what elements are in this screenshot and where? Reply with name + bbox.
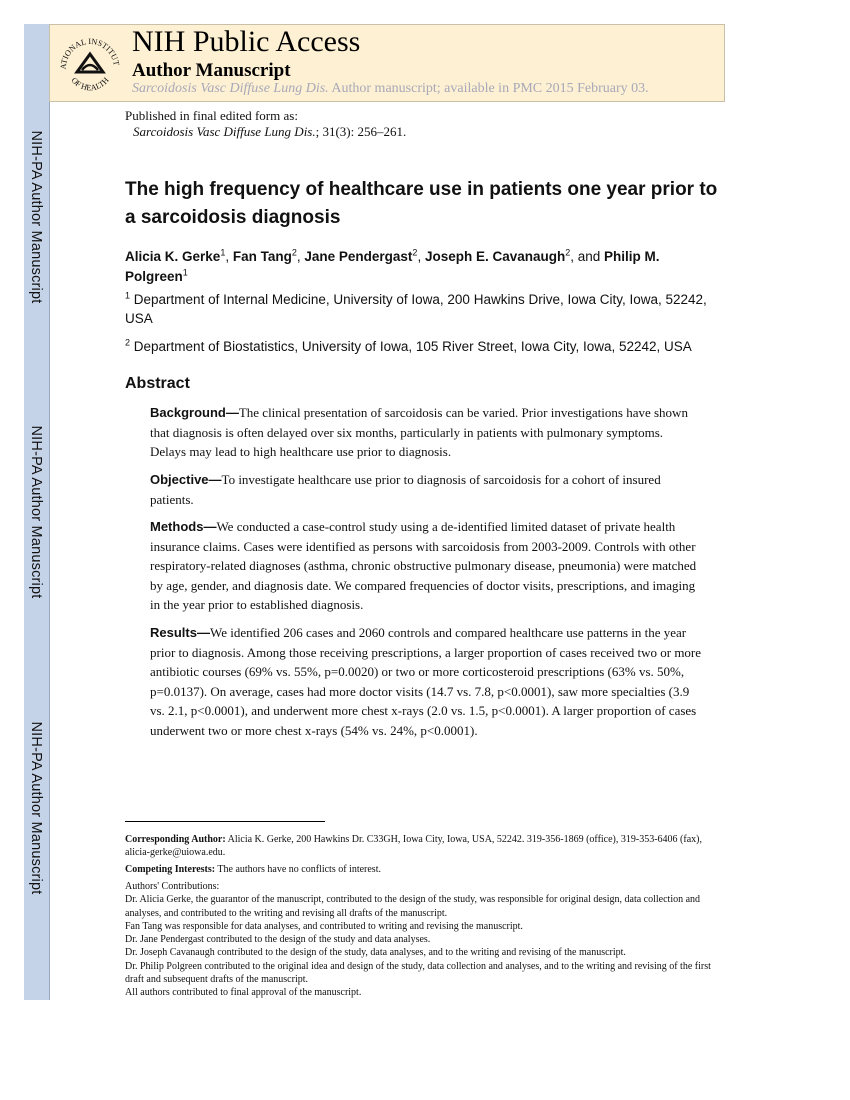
competing-interests-note: Competing Interests: The authors have no conflicts of interest. bbox=[125, 864, 381, 875]
published-info bbox=[125, 108, 406, 140]
section-text: The clinical presentation of sarcoidosis can be varied. Prior investigations have shown that diagnosis is often delayed over six months, particularly in patients with pulmonary symptoms. Delays may lead to high healthcare use prior to diagnosis. bbox=[150, 405, 688, 459]
corresponding-author-note: Corresponding Author: Alicia K. Gerke, 200 Hawkins Dr. C33GH, Iowa City, Iowa, USA, 52242. 319-356-1869 (office), 319-353-6406 (fax), alicia-gerke@uiowa.edu. bbox=[125, 834, 702, 859]
author-name: Fan Tang bbox=[232, 249, 292, 264]
published-journal: Sarcoidosis Vasc Diffuse Lung Dis. bbox=[133, 124, 316, 139]
affiliation-2: $^2$ Department of Biostatistics, University of Iowa, 105 River Street, Iowa City, Iowa, 52242, USA bbox=[125, 337, 692, 354]
logo-arc-text: ATIONAL INSTITUT bbox=[58, 36, 121, 70]
section-text: We identified 206 cases and 2060 controls and compared healthcare use patterns in the year prior to diagnosis. Among those receiving prescriptions, a larger proportion of cases received two or more antibiotic courses (69% vs. 55%, p=0.0020) or two or more corticosteroid prescriptions (63% vs. 50%, p=0.0137). On average, cases had more doctor visits (14.7 vs. 7.8, p<0.0001), saw more specialties (3.9 vs. 2.1, p<0.0001), and underwent more chest x-rays (2.0 vs. 1.5, p<0.0001). A larger proportion of cases underwent two or more chest x-rays (54% vs. 24%, p<0.0001). bbox=[150, 625, 702, 738]
section-label: Methods— bbox=[150, 519, 217, 534]
contribution-item: Fan Tang was responsible for data analyses, and contributed to writing and revising the manuscript. bbox=[125, 920, 523, 932]
section-text: We conducted a case-control study using a de-identified limited dataset of private health insurance claims. Cases were identified as persons with sarcoidosis from 2003-2009. Controls with other respiratory-related diagnoses (asthma, chronic obstructive pulmonary disease, pneumonia) were matched by age, gender, and diagnosis date. We compared frequencies of doctor visits, prescriptions, and imaging in the year prior to established diagnosis. bbox=[150, 519, 697, 612]
svg-text:OF HEALTH: OF HEALTH bbox=[69, 75, 111, 93]
header-availability: Author manuscript; available in PMC 2015 February 03. bbox=[331, 81, 649, 96]
abstract-objective bbox=[150, 470, 702, 509]
author-name: Jane Pendergast bbox=[304, 249, 413, 264]
contribution-item: Dr. Philip Polgreen contributed to the original idea and design of the study, data collection and analyses, and to the writing and revising of the first draft and subsequent drafts of the manuscript. bbox=[125, 960, 711, 986]
svg-text:NATIONAL INSTITUTES bbox=[55, 30, 121, 70]
abstract-heading: Abstract bbox=[125, 375, 190, 392]
published-label: Published in final edited form as: bbox=[125, 108, 298, 123]
author-name: Philip M. Polgreen bbox=[125, 249, 660, 284]
published-citation bbox=[125, 124, 406, 140]
contribution-item: Dr. Jane Pendergast contributed to the design of the study and data analyses. bbox=[125, 934, 431, 946]
author-name: Joseph E. Cavanaugh bbox=[424, 249, 566, 264]
sidebar-label-top: NIH-PA Author Manuscript bbox=[28, 130, 44, 304]
author-list: Alicia K. Gerke$^1$, Fan Tang$^2$, Jane Pendergast$^2$, Joseph E. Cavanaugh$^2$, and Philip M. Polgreen$^1$ bbox=[125, 247, 660, 284]
section-text: To investigate healthcare use prior to diagnosis of sarcoidosis for a cohort of insured patients. bbox=[150, 472, 661, 507]
abstract-methods bbox=[150, 517, 702, 615]
header-citation bbox=[132, 81, 649, 97]
contribution-item: Dr. Alicia Gerke, the guarantor of the manuscript, contributed to the design of the study, was responsible for original design, data collection and analyses, and contributed to the writing and revising all drafts of the manuscript. bbox=[125, 894, 701, 919]
section-label: Objective— bbox=[150, 472, 222, 487]
article-title: The high frequency of healthcare use in patients one year prior to a sarcoidosis diagnosis bbox=[125, 179, 718, 228]
nih-seal-icon bbox=[55, 30, 125, 100]
nih-logo bbox=[55, 30, 125, 100]
contribution-item: All authors contributed to final approval of the manuscript. bbox=[125, 987, 362, 999]
header-subtitle: Author Manuscript bbox=[132, 60, 291, 81]
abstract-background bbox=[150, 403, 702, 462]
author-contributions bbox=[125, 880, 715, 1000]
sidebar-label-bottom: NIH-PA Author Manuscript bbox=[28, 721, 44, 895]
author-name: Alicia K. Gerke bbox=[125, 249, 221, 264]
header-title: NIH Public Access bbox=[132, 25, 361, 58]
abstract-results bbox=[150, 623, 702, 740]
contributions-heading: Authors' Contributions: bbox=[125, 881, 220, 892]
section-label: Background— bbox=[150, 405, 239, 420]
footnote-divider bbox=[125, 821, 325, 822]
section-label: Results— bbox=[150, 625, 210, 640]
contribution-item: Dr. Joseph Cavanaugh contributed to the design of the study, data analyses, and to the writing and revising of the manuscript. bbox=[125, 947, 626, 959]
sidebar-label-middle: NIH-PA Author Manuscript bbox=[28, 425, 44, 599]
affiliation-1: $^1$ Department of Internal Medicine, University of Iowa, 200 Hawkins Drive, Iowa City, Iowa, 52242, USA bbox=[125, 290, 707, 326]
header-journal: Sarcoidosis Vasc Diffuse Lung Dis. bbox=[132, 81, 329, 96]
published-details: ; 31(3): 256–261. bbox=[315, 124, 407, 139]
nih-header-banner bbox=[49, 24, 725, 102]
